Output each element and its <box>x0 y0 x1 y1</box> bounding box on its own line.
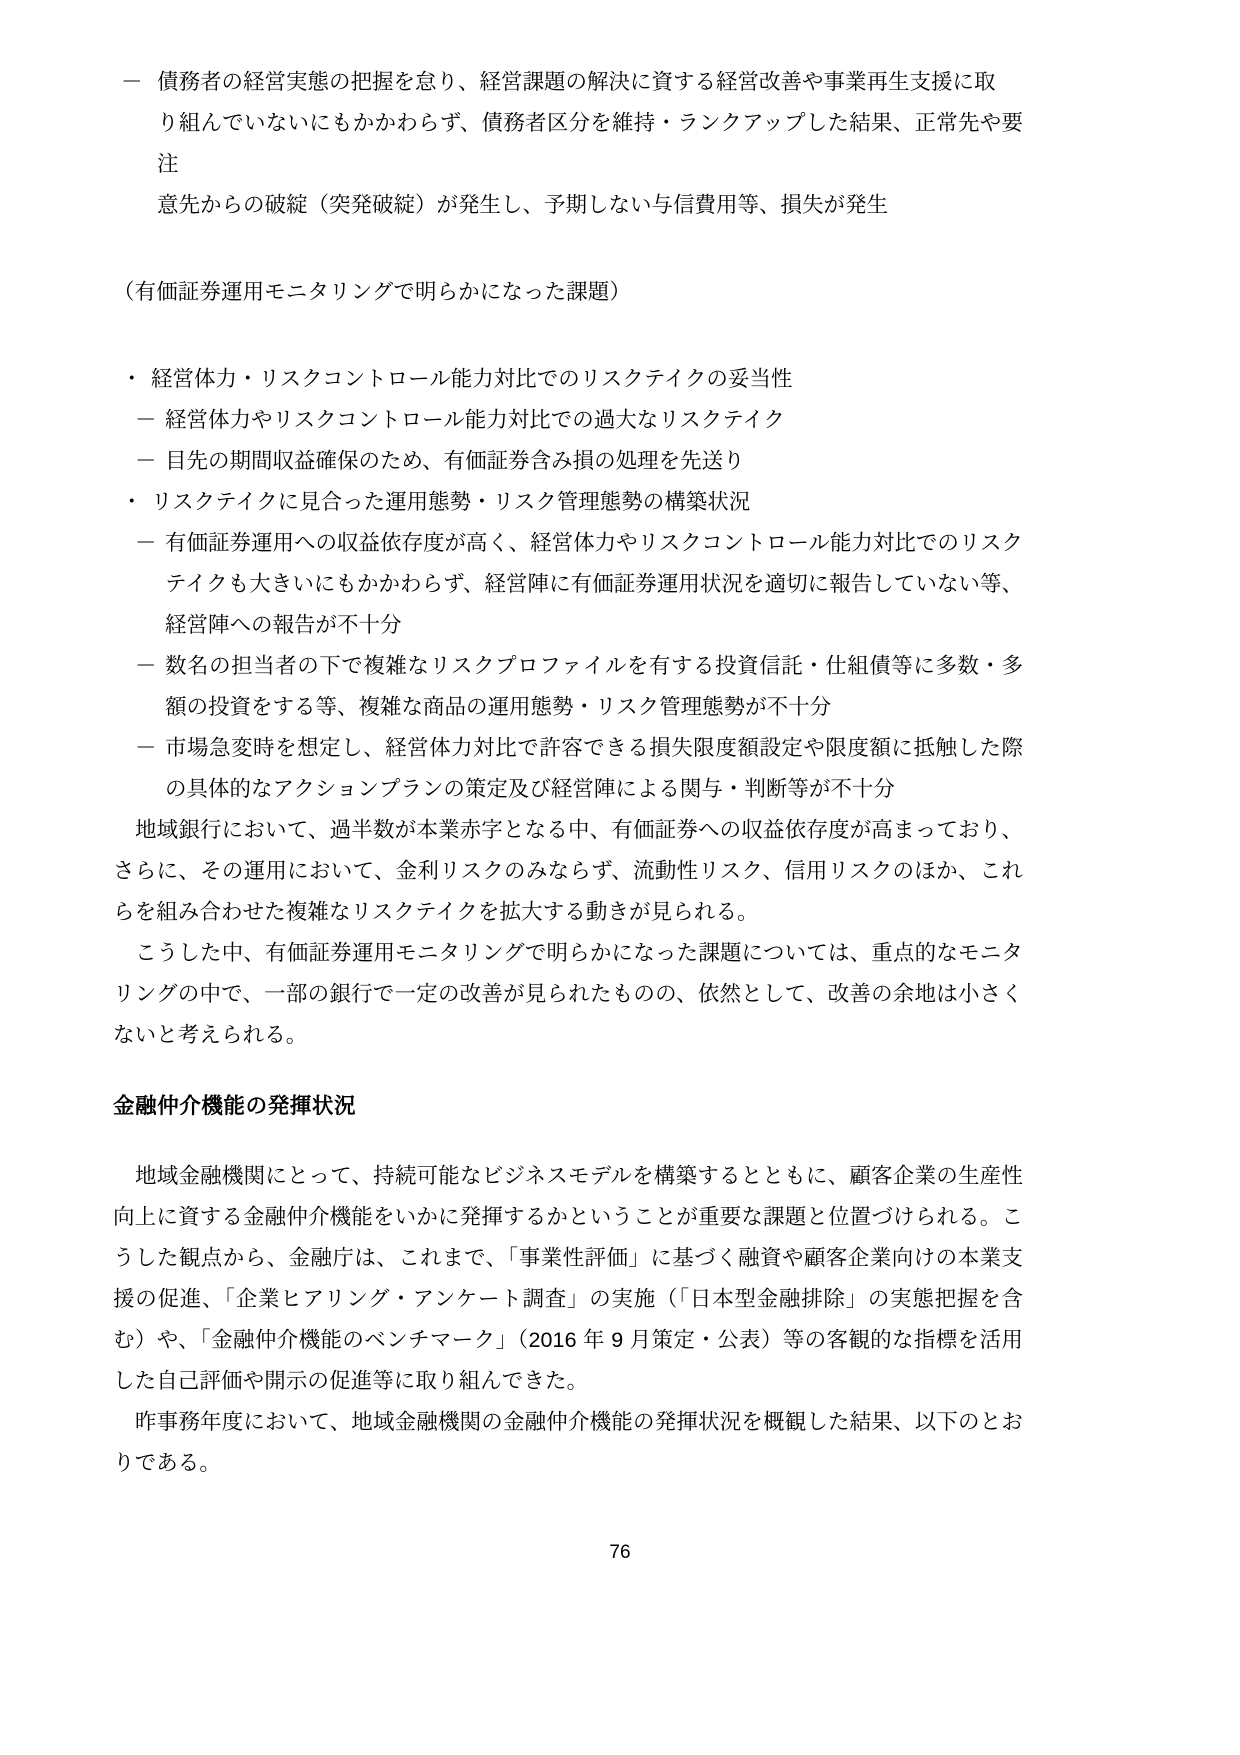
dash-marker-icon: － <box>135 531 157 555</box>
section-label: （有価証券運用モニタリングで明らかになった課題） <box>113 280 631 304</box>
body-paragraph-4: 昨事務年度において、地域金融機関の金融仲介機能の発揮状況を概観した結果、以下のとおりである。 <box>113 1410 1023 1475</box>
list-item-text: リスクテイクに見合った運用態勢・リスク管理態勢の構築状況 <box>151 490 751 514</box>
body-paragraph-2: こうした中、有価証券運用モニタリングで明らかになった課題については、重点的なモニタリングの中で、一部の銀行で一定の改善が見られたものの、依然として、改善の余地は小さくないと考えられる。 <box>113 941 1023 1047</box>
list-item-dash-1a <box>113 400 1023 441</box>
list-item-text: 市場急変時を想定し、経営体力対比で許容できる損失限度額設定や限度額に抵触した際の具体的なアクションプランの策定及び経営陣による関与・判断等が不十分 <box>165 736 1023 801</box>
list-item-dot-2 <box>113 482 1023 523</box>
list-item-dash-2b <box>113 646 1023 728</box>
page-content <box>113 0 1023 1484</box>
section-heading: 金融仲介機能の発揮状況 <box>113 1094 357 1118</box>
spacer-after-section-label <box>113 313 1023 359</box>
dash-marker-icon: － <box>135 408 157 432</box>
list-item-text: 数名の担当者の下で複雑なリスクプロファイルを有する投資信託・仕組債等に多数・多額の投資をする等、複雑な商品の運用態勢・リスク管理態勢が不十分 <box>165 654 1023 719</box>
spacer-before-section-label <box>113 226 1023 272</box>
list-item-text: 経営体力・リスクコントロール能力対比でのリスクテイクの妥当性 <box>151 367 793 391</box>
list-item-top-dash <box>113 62 1023 226</box>
spacer-after-heading <box>113 1123 1023 1156</box>
list-item-dash-1b <box>113 441 1023 482</box>
list-item-text <box>157 62 1023 226</box>
dash-marker-icon: － <box>135 736 157 760</box>
bullet-dot-icon: ・ <box>121 367 143 391</box>
spacer-before-heading <box>113 1056 1023 1089</box>
body-paragraph-3: 地域金融機関にとって、持続可能なビジネスモデルを構築するとともに、顧客企業の生産性向上に資する金融仲介機能をいかに発揮するかということが重要な課題と位置づけられる。こうした観点から、金融庁は、これまで、「事業性評価」に基づく融資や顧客企業向けの本業支援の促進、「企業ヒアリング・アンケート調査」の実施（「日本型金融排除」の実態把握を含む）や、「金融仲介機能のベンチマーク」（2016 年 9 月策定・公表）等の客観的な指標を活用した自己評価や開示の促進等に取り組んできた。 <box>113 1164 1023 1393</box>
list-item-text: 目先の期間収益確保のため、有価証券含み損の処理を先送り <box>165 449 745 473</box>
list-item-text: 有価証券運用への収益依存度が高く、経営体力やリスクコントロール能力対比でのリスクテイクも大きいにもかかわらず、経営陣に有価証券運用状況を適切に報告していない等、経営陣への報告が不十分 <box>165 531 1023 637</box>
dash-marker-icon: － <box>135 654 157 678</box>
dash-marker-icon: － <box>135 449 157 473</box>
top-spacer <box>113 0 1023 62</box>
list-item-line: 債務者の経営実態の把握を怠り、経営課題の解決に資する経営改善や事業再生支援に取 <box>157 70 996 94</box>
list-item-dash-2c <box>113 728 1023 810</box>
list-item-dot-1 <box>113 359 1023 400</box>
list-item-text: 経営体力やリスクコントロール能力対比での過大なリスクテイク <box>165 408 785 432</box>
list-item-line: り組んでいないにもかかわらず、債務者区分を維持・ランクアップした結果、正常先や要注 <box>157 111 1023 176</box>
body-paragraph-1: 地域銀行において、過半数が本業赤字となる中、有価証券への収益依存度が高まっており、さらに、その運用において、金利リスクのみならず、流動性リスク、信用リスクのほか、これらを組み合わせた複雑なリスクテイクを拡大する動きが見られる。 <box>113 818 1023 924</box>
list-item-line: 意先からの破綻（突発破綻）が発生し、予期しない与信費用等、損失が発生 <box>157 193 889 217</box>
list-item-dash-2a <box>113 523 1023 646</box>
page-number: 76 <box>609 1542 631 1563</box>
dash-marker-icon: － <box>121 70 143 94</box>
bullet-dot-icon: ・ <box>121 490 143 514</box>
